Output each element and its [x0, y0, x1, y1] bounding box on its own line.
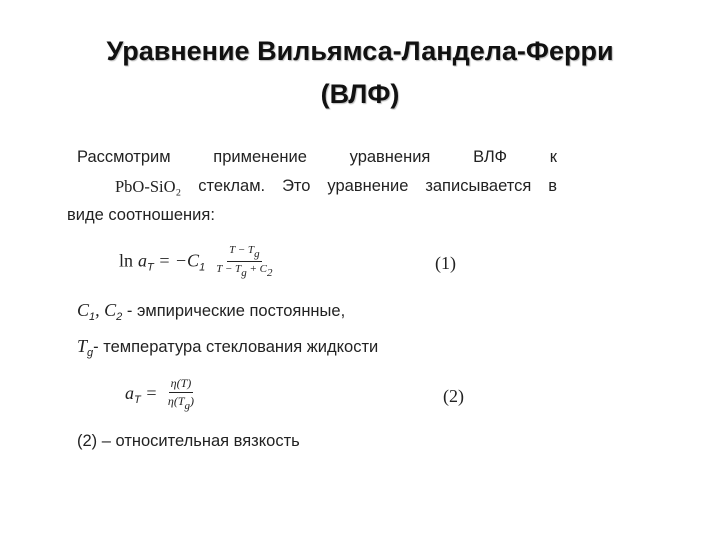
slide-title [40, 30, 680, 116]
eq2-numerator: η(T) [169, 376, 194, 393]
equation-1-number: (1) [435, 253, 456, 273]
def-c1: C [77, 300, 90, 320]
eq2-eq: = [140, 382, 162, 403]
eq1-num-sub: g [254, 248, 260, 260]
eq2-denominator [166, 393, 196, 412]
eq1-a-sub: T [147, 261, 154, 274]
def-tg-text: - температура стеклования жидкости [93, 338, 379, 356]
word: записывается [425, 177, 532, 195]
def-c2: , C [95, 300, 117, 320]
paragraph-row-1 [77, 148, 557, 167]
eq1-c1-sub: 1 [199, 261, 206, 274]
paragraph-row-3: виде соотношения: [67, 206, 215, 224]
note-viscosity: (2) – относительная вязкость [77, 432, 300, 450]
eq1-ln: ln [119, 250, 134, 271]
word: к [549, 148, 557, 166]
eq2-den-pre: η(T [167, 394, 185, 408]
eq1-rhs: = −C [153, 250, 200, 271]
word: стеклам. [198, 177, 266, 195]
eq1-fraction [214, 244, 274, 279]
eq1-num-text: T − T [229, 244, 255, 256]
word: ВЛФ [473, 148, 508, 166]
title-line-2: (ВЛФ) [320, 79, 400, 109]
def-tg [77, 336, 378, 359]
eq2-den-post: ) [190, 394, 195, 408]
eq2-a: a [125, 382, 134, 403]
word: Рассмотрим [77, 148, 171, 166]
def-c1-sub: 1 [89, 311, 96, 323]
material-formula: PbO-SiO₂ [115, 177, 182, 196]
def-constants-text: - эмпирические постоянные, [122, 302, 346, 320]
eq1-den-tail-sub: 2 [266, 267, 273, 279]
eq2-den-sub: g [184, 400, 191, 412]
eq2-a-sub: T [134, 393, 141, 406]
eq1-den-sub: g [241, 267, 247, 279]
word: уравнения [349, 148, 431, 166]
eq1-den-text: T − T [216, 263, 242, 275]
eq1-denominator [214, 262, 274, 279]
word: в [548, 177, 557, 195]
paragraph-row-2 [115, 177, 557, 197]
equation-2 [125, 376, 196, 412]
def-tg-sub: g [87, 347, 94, 359]
def-tg-symbol: T [77, 336, 88, 356]
eq1-numerator [227, 244, 261, 262]
equation-1 [119, 244, 274, 279]
equation-2-number: (2) [443, 386, 464, 406]
eq2-fraction [166, 376, 196, 412]
word: Это [282, 177, 311, 195]
eq1-den-tail: + C [246, 263, 267, 275]
title-line-1: Уравнение Вильямса-Ландела-Ферри [106, 36, 614, 66]
def-constants [77, 300, 345, 323]
def-c2-sub: 2 [116, 311, 123, 323]
word: уравнение [327, 177, 409, 195]
word: применение [213, 148, 307, 166]
eq1-a: a [138, 250, 148, 271]
